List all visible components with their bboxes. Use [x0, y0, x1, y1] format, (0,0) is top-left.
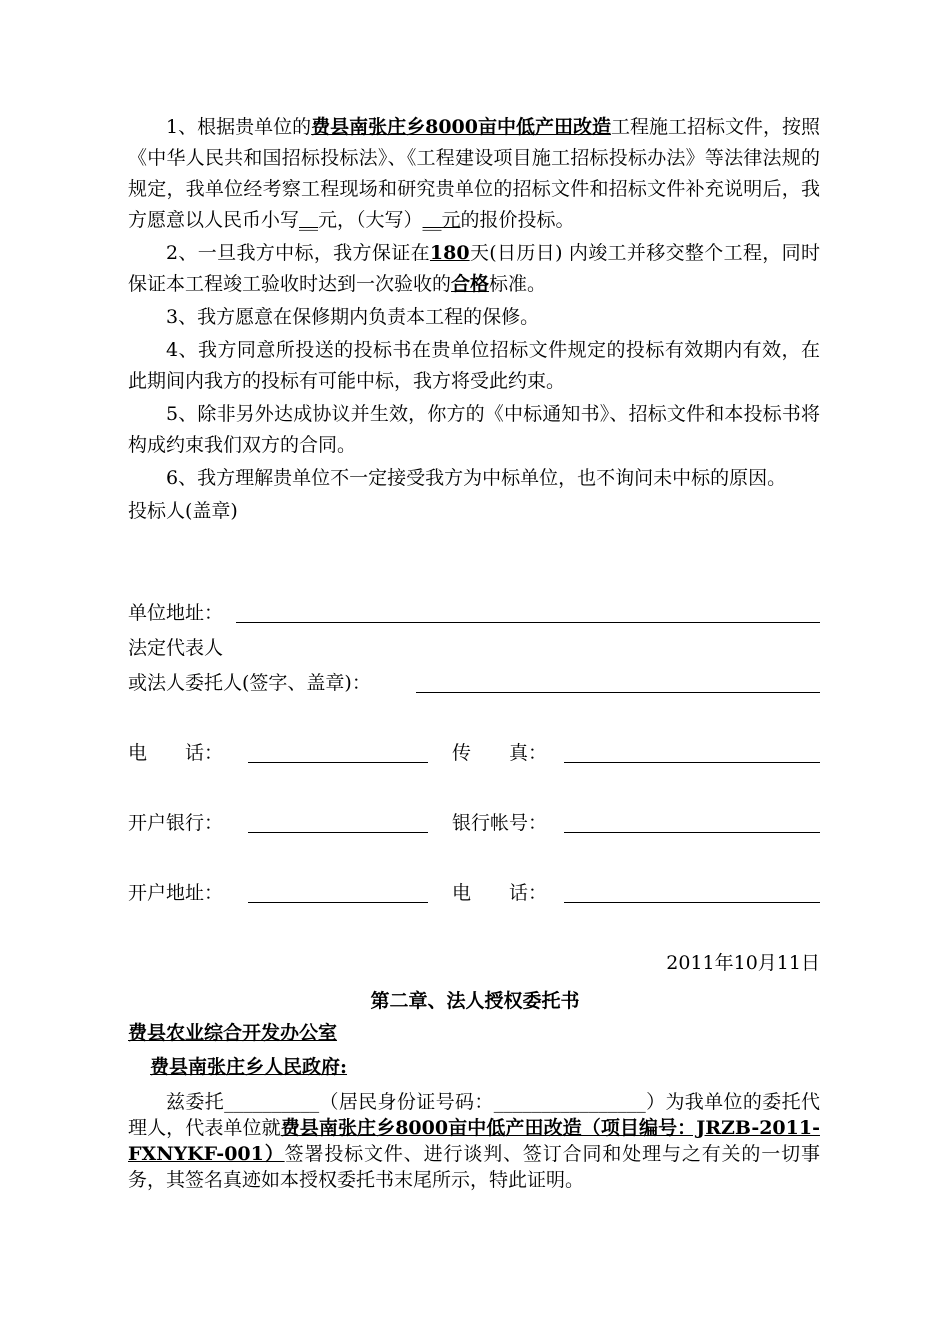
p1-small-amount-blank: __: [299, 209, 319, 231]
document-date: 2011年10月11日: [666, 952, 820, 974]
paragraph-4: 4、我方同意所投送的投标书在贵单位招标文件规定的投标有效期内有效，在此期间内我方的投标有可能中标，我方将受此约束。: [128, 339, 820, 392]
account-field[interactable]: [564, 832, 820, 833]
p1-prefix: 1、根据贵单位的: [166, 116, 312, 138]
p1-big-amount-blank: __: [422, 209, 442, 231]
p1-end: 的报价投标。: [460, 209, 575, 231]
phone-field[interactable]: [248, 762, 428, 763]
chapter-title: 第二章、法人授权委托书: [370, 990, 580, 1012]
authorization-body: [128, 1089, 820, 1195]
auth-text-2: 签署投标文件、进行谈判、签订合同和处理与之有关的一切事务，其签名真迹如本授权委托书末尾所示，特此证明。: [128, 1143, 820, 1191]
phone2-field[interactable]: [564, 902, 820, 903]
account-label: 银行帐号：: [452, 812, 548, 834]
auth-text-1: 为我单位的委托代理人，代表单位就: [128, 1091, 820, 1139]
authorized-person-field[interactable]: [416, 692, 820, 693]
p2-quality: 合格: [451, 273, 490, 295]
paragraph-2: [128, 238, 820, 300]
address-label: 单位地址：: [128, 602, 224, 624]
fax-label: 传 真：: [452, 742, 548, 764]
p2-days: 180: [429, 242, 470, 264]
addressee-office: 费县农业综合开发办公室: [128, 1022, 338, 1044]
bank-field[interactable]: [248, 832, 428, 833]
authorized-person-label: 或法人委托人(签字、盖章)：: [128, 672, 371, 694]
id-number-blank[interactable]: ________________: [493, 1091, 646, 1113]
auth-id-close: ）: [645, 1091, 666, 1113]
p2-prefix: 2、一旦我方中标，我方保证在: [166, 242, 430, 264]
paragraph-5: 5、除非另外达成协议并生效，你方的《中标通知书》、招标文件和本投标书将构成约束我们双方的合同。: [128, 403, 820, 456]
fax-field[interactable]: [564, 762, 820, 763]
bidder-stamp-label: 投标人(盖章): [128, 500, 238, 522]
phone2-label: 电 话：: [452, 882, 548, 904]
auth-id-text: （居民身份证号码：: [319, 1091, 494, 1113]
p1-rest: 工程施工招标文件，按照《中华人民共和国招标投标法》、《工程建设项目施工招标投标办法》等法律法规的规定，我单位经考察工程现场和研究贵单位的招标文件和招标文件补充说明后，我方愿意以人民币小写: [128, 116, 820, 231]
agent-name-blank[interactable]: __________: [224, 1091, 320, 1113]
address-field[interactable]: [236, 622, 820, 623]
bank-address-field[interactable]: [248, 902, 428, 903]
p2-end: 标准。: [489, 273, 547, 295]
bid-letter-body: [128, 112, 820, 529]
paragraph-6: 6、我方理解贵单位不一定接受我方为中标单位，也不询问未中标的原因。: [166, 467, 787, 489]
paragraph-1: [128, 112, 820, 236]
addressee-government: 费县南张庄乡人民政府:: [150, 1056, 348, 1078]
p1-project-name: 费县南张庄乡8000亩中低产田改造: [311, 116, 611, 138]
authorization-paragraph: [128, 1089, 820, 1193]
p1-yuan-1: 元，（大写）: [318, 209, 423, 231]
legal-rep-label: 法定代表人: [128, 637, 224, 659]
p2-mid: 天(日历日) 内竣工并移交整个工程，同时保证本工程竣工验收时达到一次验收的: [128, 242, 820, 295]
bank-address-label: 开户地址：: [128, 882, 224, 904]
p1-yuan-2: 元: [441, 209, 461, 231]
paragraph-3: 3、我方愿意在保修期内负责本工程的保修。: [166, 306, 540, 328]
bank-label: 开户银行：: [128, 812, 224, 834]
phone-label: 电 话：: [128, 742, 224, 764]
auth-prefix: 兹委托: [166, 1091, 225, 1113]
auth-project: 费县南张庄乡8000亩中低产田改造（项目编号：JRZB-2011-FXNYKF-001）: [128, 1117, 820, 1165]
